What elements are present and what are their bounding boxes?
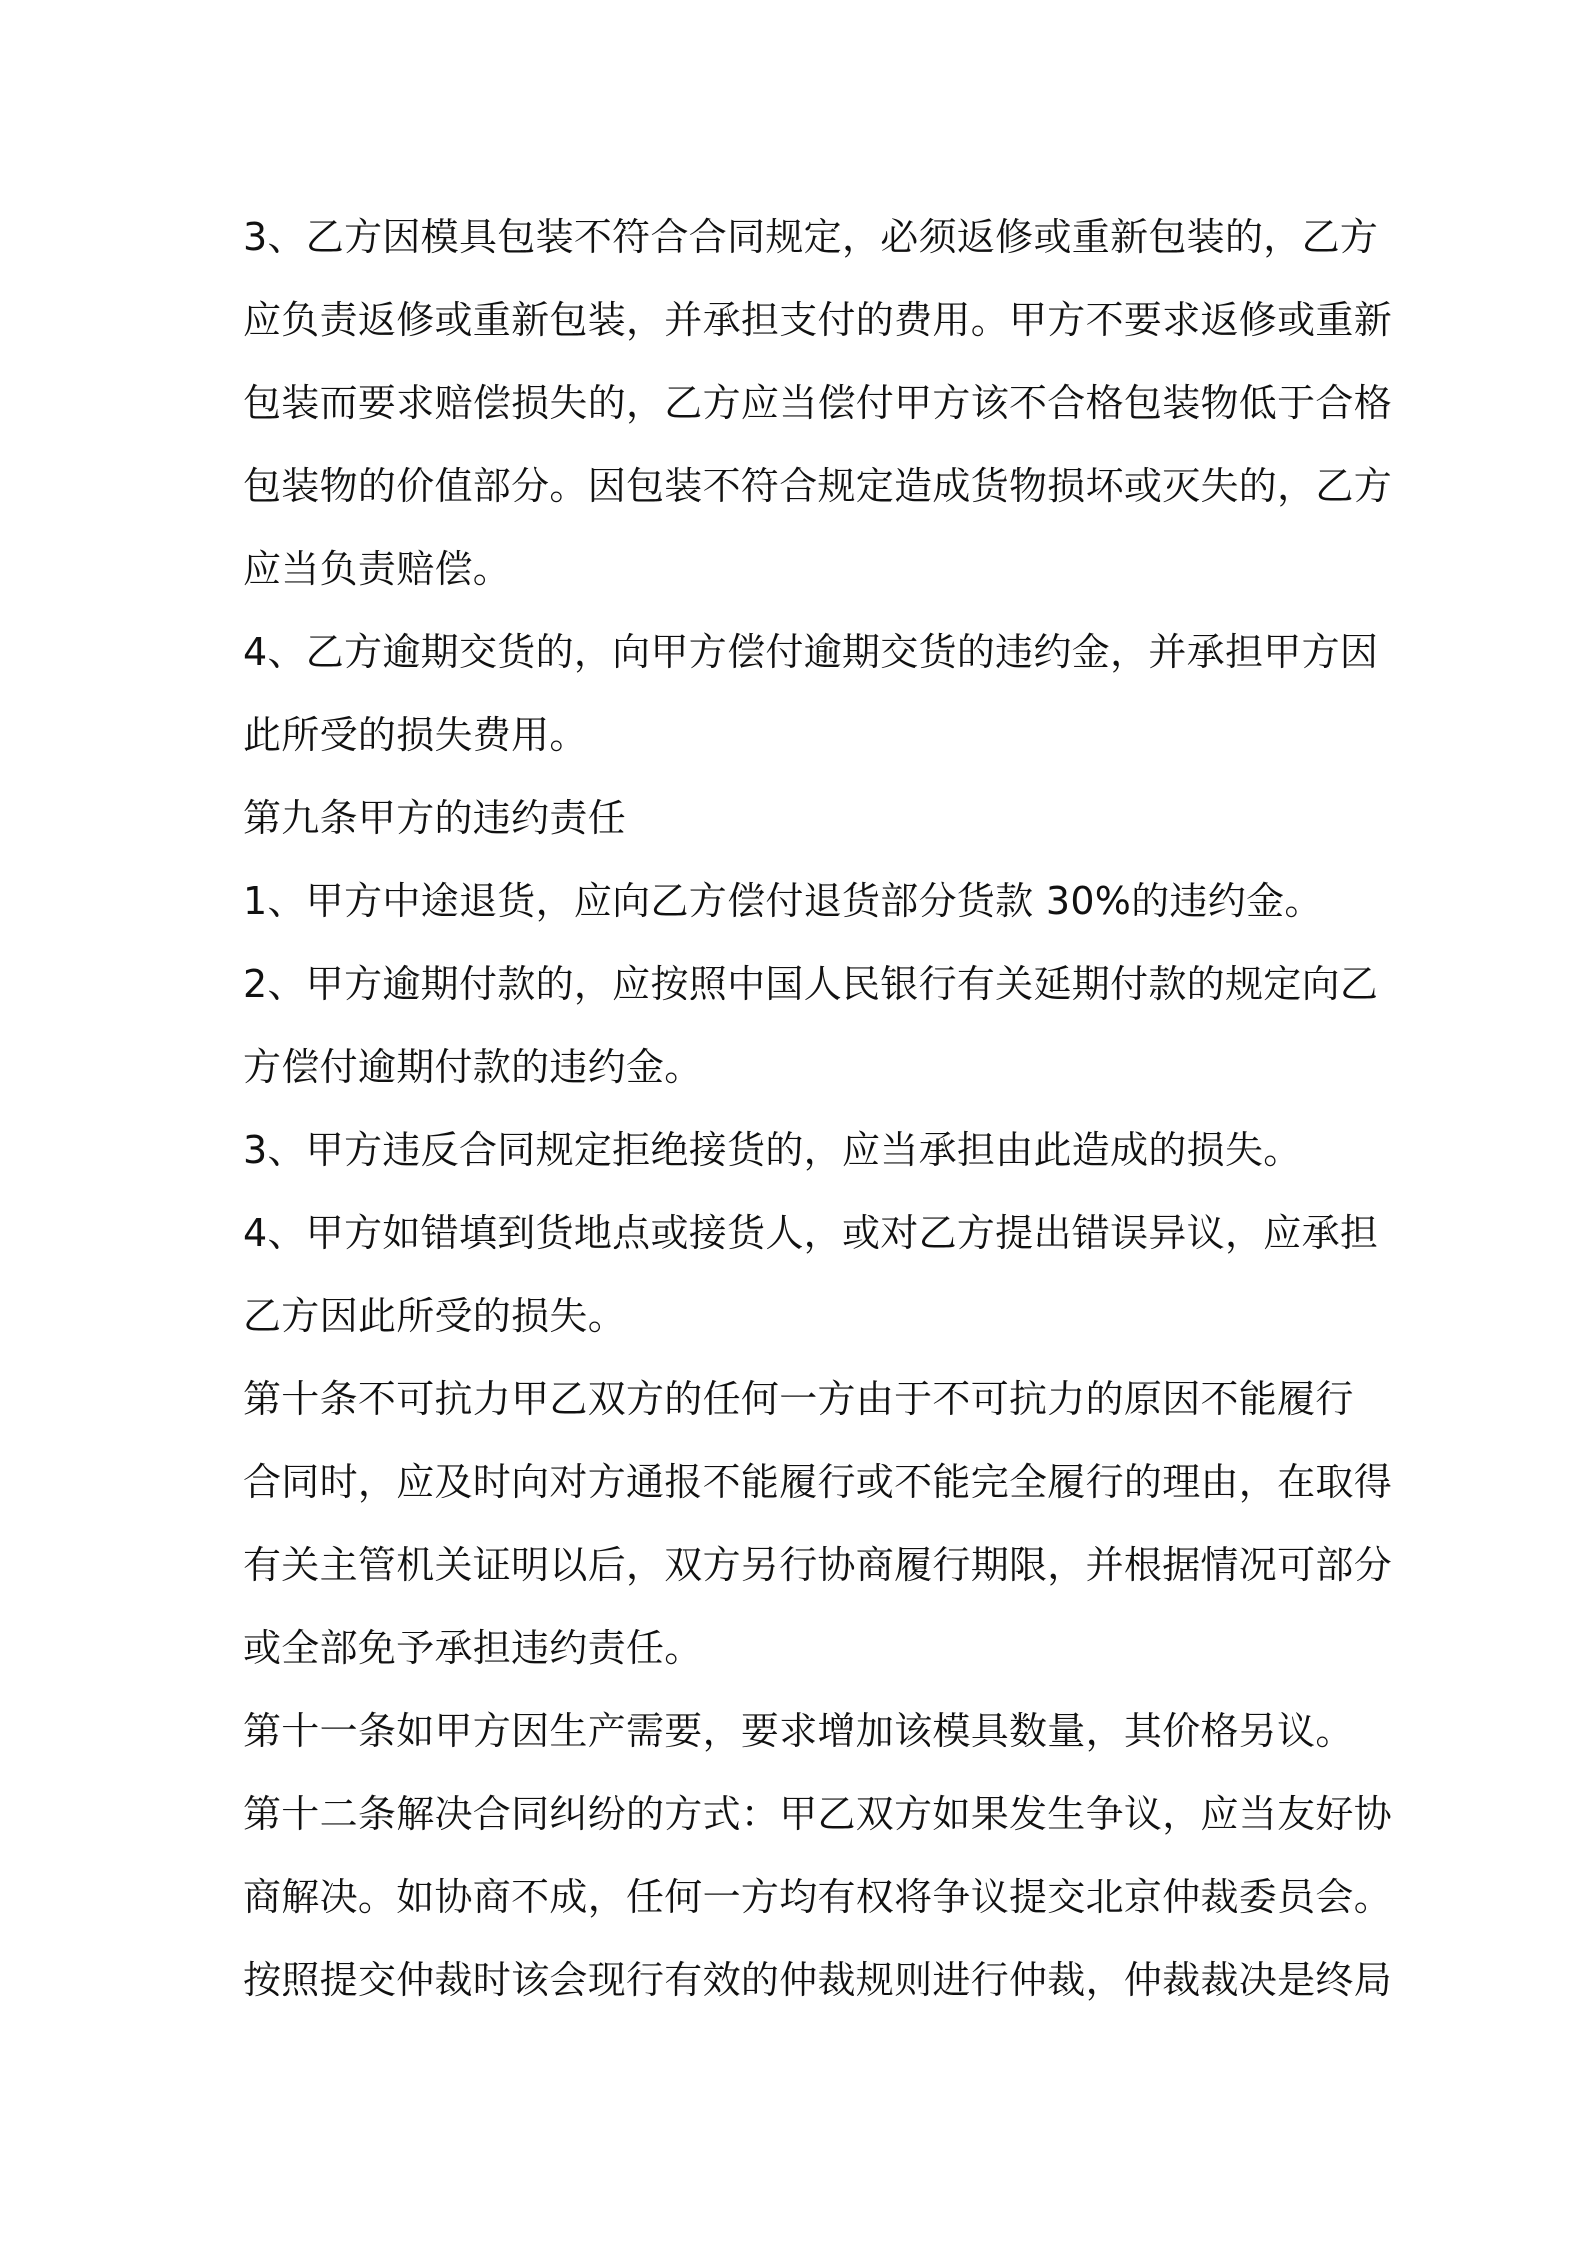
text-line: 合同时，应及时向对方通报不能履行或不能完全履行的理由，在取得 (243, 1460, 1393, 1504)
text-line: 方偿付逾期付款的违约金。 (243, 1045, 703, 1089)
text-line: 4、甲方如错填到货地点或接货人，或对乙方提出错误异议，应承担 (243, 1211, 1379, 1255)
document-body (243, 196, 1393, 2022)
text-line: 第十一条如甲方因生产需要，要求增加该模具数量，其价格另议。 (243, 1709, 1354, 1753)
text-line: 应负责返修或重新包装，并承担支付的费用。甲方不要求返修或重新 (243, 298, 1393, 342)
text-line: 乙方因此所受的损失。 (243, 1294, 627, 1338)
text-line: 第十二条解决合同纠纷的方式：甲乙双方如果发生争议，应当友好协 (243, 1792, 1393, 1836)
text-line: 此所受的损失费用。 (243, 713, 588, 757)
text-line: 3、甲方违反合同规定拒绝接货的，应当承担由此造成的损失。 (243, 1128, 1302, 1172)
text-line: 2、甲方逾期付款的，应按照中国人民银行有关延期付款的规定向乙 (243, 962, 1379, 1006)
text-line: 按照提交仲裁时该会现行有效的仲裁规则进行仲裁，仲裁裁决是终局 (243, 1958, 1393, 2002)
text-line: 应当负责赔偿。 (243, 547, 512, 591)
section-heading: 第九条甲方的违约责任 (243, 796, 627, 840)
text-line: 包装而要求赔偿损失的，乙方应当偿付甲方该不合格包装物低于合格 (243, 381, 1393, 425)
text-line: 包装物的价值部分。因包装不符合规定造成货物损坏或灭失的，乙方 (243, 464, 1393, 508)
text-line: 商解决。如协商不成，任何一方均有权将争议提交北京仲裁委员会。 (243, 1875, 1393, 1919)
text-line: 第十条不可抗力甲乙双方的任何一方由于不可抗力的原因不能履行 (243, 1377, 1354, 1421)
text-line: 3、乙方因模具包装不符合合同规定，必须返修或重新包装的，乙方 (243, 215, 1379, 259)
text-line: 有关主管机关证明以后，双方另行协商履行期限，并根据情况可部分 (243, 1543, 1393, 1587)
text-line: 或全部免予承担违约责任。 (243, 1626, 703, 1670)
text-line: 4、乙方逾期交货的，向甲方偿付逾期交货的违约金，并承担甲方因 (243, 630, 1379, 674)
text-line: 1、甲方中途退货，应向乙方偿付退货部分货款 30%的违约金。 (243, 879, 1323, 923)
